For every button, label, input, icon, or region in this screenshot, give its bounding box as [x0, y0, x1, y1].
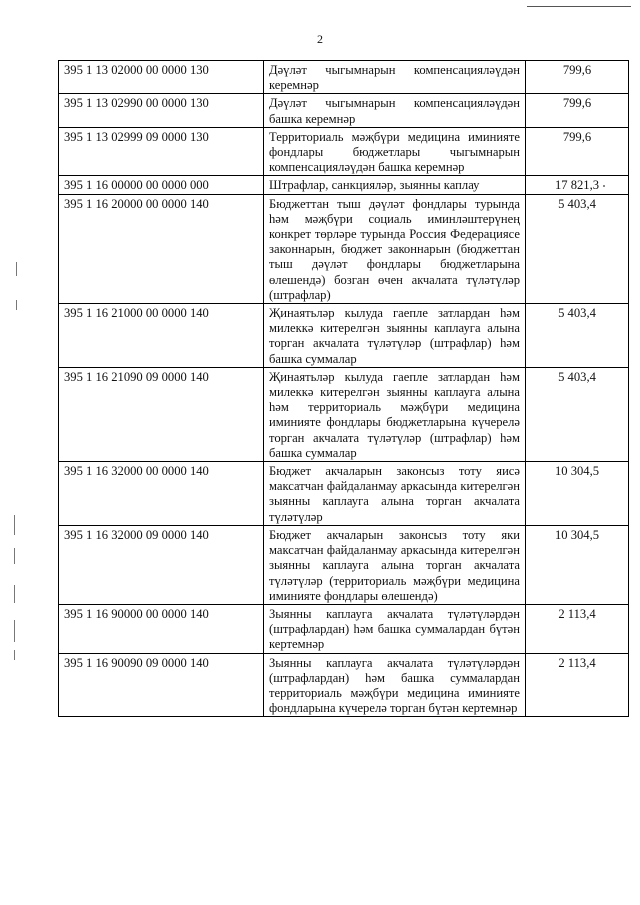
scan-speck — [603, 185, 605, 187]
table-row — [59, 604, 629, 653]
budget-code-cell: 395 1 13 02000 00 0000 130 — [59, 61, 264, 94]
table-row — [59, 127, 629, 176]
table-row — [59, 367, 629, 461]
revenue-name-cell: Бюджет акчаларын законсыз тоту яисә максатчан файдаланмау аркасында китерелгән зыянны каплауга алына торган акчалата түләтүләр — [264, 462, 526, 526]
budget-code-cell: 395 1 16 20000 00 0000 140 — [59, 194, 264, 303]
revenue-name-cell: Җинаятьләр кылуда гаепле затлардан һәм милеккә китерелгән зыянны каплауга алына һәм территориаль мәҗбүри медицина иминияте фондлары бюджетларына күчерелә торган акчалата түләтүләр (штрафлар) һәм башка суммалар — [264, 367, 526, 461]
budget-code-cell: 395 1 16 21090 09 0000 140 — [59, 367, 264, 461]
amount-cell: 799,6 — [526, 94, 629, 127]
table-row — [59, 194, 629, 303]
scan-mark — [14, 585, 15, 603]
top-edge-rule — [527, 6, 631, 7]
scan-mark — [14, 515, 15, 535]
budget-code-cell: 395 1 13 02990 00 0000 130 — [59, 94, 264, 127]
budget-code-cell: 395 1 16 90090 09 0000 140 — [59, 653, 264, 717]
amount-cell: 10 304,5 — [526, 525, 629, 604]
amount-cell: 10 304,5 — [526, 462, 629, 526]
budget-code-cell: 395 1 16 32000 00 0000 140 — [59, 462, 264, 526]
table-row — [59, 176, 629, 194]
table-row — [59, 525, 629, 604]
amount-cell: 5 403,4 — [526, 304, 629, 368]
table-row — [59, 462, 629, 526]
budget-code-cell: 395 1 16 90000 00 0000 140 — [59, 604, 264, 653]
revenue-name-cell: Зыянны каплауга акчалата түләтүләрдән (штрафлардан) һәм башка суммалардан территориаль мәҗбүри медицина иминияте фондларына күчерелә торган бүтән кертемнәр — [264, 653, 526, 717]
revenue-name-cell: Бюджеттан тыш дәүләт фондлары турында һәм мәҗбүри социаль иминләштерүнең конкрет төрләре турында Россия Федерациясе законнарын, бюджет законнарын (бюджеттан тыш дәүләт фондлары бюджетларына өлешендә) бозган өчен акчалата түләтүләр (штрафлар) — [264, 194, 526, 303]
revenue-name-cell: Зыянны каплауга акчалата түләтүләрдән (штрафлардан) һәм башка суммалардан бүтән кертемнәр — [264, 604, 526, 653]
table-row — [59, 304, 629, 368]
budget-code-cell: 395 1 16 00000 00 0000 000 — [59, 176, 264, 194]
amount-cell: 5 403,4 — [526, 194, 629, 303]
revenue-name-cell: Җинаятьләр кылуда гаепле затлардан һәм милеккә китерелгән зыянны каплауга алына торган акчалата түләтүләр (штрафлар) һәм башка суммалар — [264, 304, 526, 368]
scan-mark — [16, 262, 17, 276]
revenue-name-cell: Бюджет акчаларын законсыз тоту яки максатчан файдаланмау аркасында китерелгән зыянны каплауга алына торган акчалата түләтүләр (территориаль мәҗбүри медицина иминияте фондлары өлешендә) — [264, 525, 526, 604]
scan-mark — [16, 300, 17, 310]
amount-cell: 799,6 — [526, 61, 629, 94]
budget-revenue-table — [58, 60, 629, 717]
budget-code-cell: 395 1 16 32000 09 0000 140 — [59, 525, 264, 604]
table-row — [59, 61, 629, 94]
amount-cell: 17 821,3 — [526, 176, 629, 194]
amount-cell: 2 113,4 — [526, 604, 629, 653]
amount-cell: 5 403,4 — [526, 367, 629, 461]
budget-code-cell: 395 1 16 21000 00 0000 140 — [59, 304, 264, 368]
scan-mark — [14, 620, 15, 642]
scan-mark — [14, 650, 15, 660]
page-number: 2 — [317, 32, 323, 46]
revenue-name-cell: Территориаль мәҗбүри медицина иминияте фондлары бюджетлары чыгымнарын компенсацияләүдән башка керемнәр — [264, 127, 526, 176]
table-body — [59, 61, 629, 717]
scan-mark — [14, 548, 15, 564]
revenue-name-cell: Дәүләт чыгымнарын компенсацияләүдән башка керемнәр — [264, 94, 526, 127]
revenue-name-cell: Штрафлар, санкцияләр, зыянны каплау — [264, 176, 526, 194]
revenue-name-cell: Дәүләт чыгымнарын компенсацияләүдән керемнәр — [264, 61, 526, 94]
amount-cell: 2 113,4 — [526, 653, 629, 717]
table-row — [59, 653, 629, 717]
table-row — [59, 94, 629, 127]
amount-cell: 799,6 — [526, 127, 629, 176]
budget-code-cell: 395 1 13 02999 09 0000 130 — [59, 127, 264, 176]
